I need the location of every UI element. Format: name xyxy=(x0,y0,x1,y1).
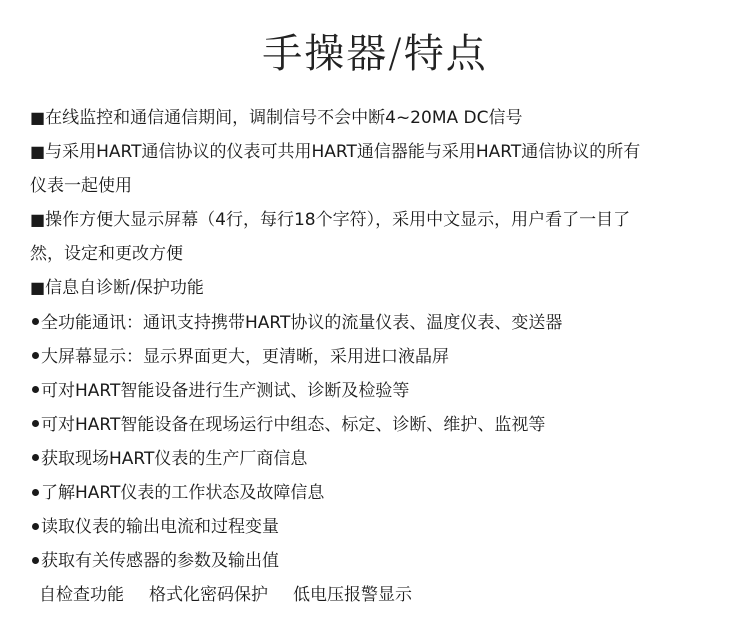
dot-bullet-icon xyxy=(32,523,39,530)
dot-bullet-icon xyxy=(32,318,39,325)
dot-bullet-icon xyxy=(32,489,39,496)
feature-text: 在线监控和通信通信期间，调制信号不会中断4~20MA DC信号 xyxy=(45,108,523,128)
feature-text: 操作方便大显示屏幕（4行，每行18个字符），采用中文显示，用户看了一目了 xyxy=(45,210,631,231)
dot-bullet-icon xyxy=(32,454,39,461)
function-item xyxy=(30,544,742,578)
footer-item-low-voltage: 低电压报警显示 xyxy=(293,585,412,606)
function-text: 可对HART智能设备在现场运行中组态、标定、诊断、维护、监视等 xyxy=(41,414,546,435)
square-bullet-icon: ■ xyxy=(30,142,46,162)
square-bullet-icon: ■ xyxy=(30,108,46,127)
function-text: 获取有关传感器的参数及输出值 xyxy=(41,551,279,572)
function-text: 大屏幕显示：显示界面更大，更清晰，采用进口液晶屏 xyxy=(41,346,449,367)
feature-text: 然，设定和更改方便 xyxy=(30,244,183,265)
dot-bullet-icon xyxy=(32,352,39,359)
function-item xyxy=(30,408,742,442)
square-bullet-icon: ■ xyxy=(30,278,46,298)
function-item xyxy=(30,306,742,340)
function-item xyxy=(30,374,742,408)
feature-item xyxy=(30,101,742,135)
feature-item xyxy=(30,135,742,169)
function-text: 了解HART仪表的工作状态及故障信息 xyxy=(41,483,325,504)
dot-bullet-icon xyxy=(32,557,39,564)
footer-item-self-check: 自检查功能 xyxy=(39,585,124,606)
page-title: 手操器/特点 xyxy=(262,31,488,77)
feature-text: 信息自诊断/保护功能 xyxy=(45,278,204,299)
footer-item-password: 格式化密码保护 xyxy=(149,585,268,606)
function-text: 全功能通讯：通讯支持携带HART协议的流量仪表、温度仪表、变送器 xyxy=(41,312,563,333)
feature-list xyxy=(30,101,742,612)
feature-text: 与采用HART通信协议的仪表可共用HART通信器能与采用HART通信协议的所有 xyxy=(45,142,641,163)
feature-item xyxy=(30,203,742,237)
function-item xyxy=(30,510,742,544)
dot-bullet-icon xyxy=(32,386,39,393)
function-text: 获取现场HART仪表的生产厂商信息 xyxy=(41,448,308,469)
function-item xyxy=(30,476,742,510)
dot-bullet-icon xyxy=(32,420,39,427)
feature-continuation xyxy=(30,237,742,271)
feature-continuation xyxy=(30,169,742,203)
feature-text: 仪表一起使用 xyxy=(30,176,132,197)
function-item xyxy=(30,340,742,374)
function-text: 可对HART智能设备进行生产测试、诊断及检验等 xyxy=(41,380,410,401)
feature-item xyxy=(30,271,742,305)
square-bullet-icon: ■ xyxy=(30,210,46,230)
function-text: 读取仪表的输出电流和过程变量 xyxy=(41,517,279,538)
function-item xyxy=(30,442,742,476)
footer-features xyxy=(30,578,742,612)
